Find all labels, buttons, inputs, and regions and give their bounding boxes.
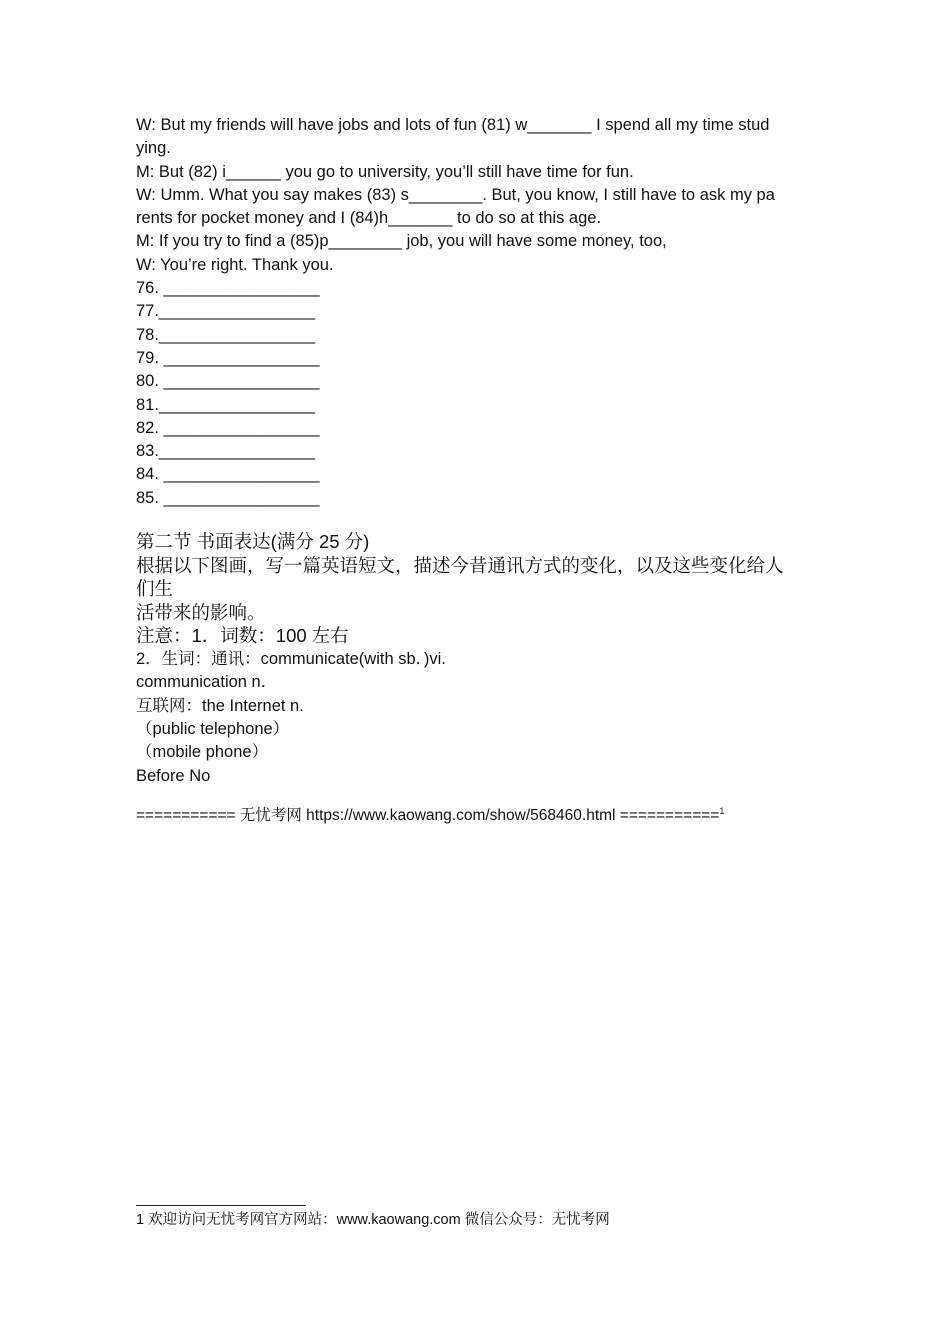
note-line: 注意：1．词数：100 左右 xyxy=(136,625,349,647)
note-line: 互联网：the Internet n. xyxy=(136,696,304,715)
answer-line-79: 79. _________________ xyxy=(136,348,320,367)
instruction-line: 根据以下图画，写一篇英语短文，描述今昔通讯方式的变化，以及这些变化给人 xyxy=(136,554,784,576)
dialogue-line: W: But my friends will have jobs and lots of fun (81) w_______ I spend all my time stud xyxy=(136,116,770,134)
page-content xyxy=(136,114,826,827)
dialogue-block xyxy=(136,114,826,277)
answer-line-83: 83._________________ xyxy=(136,442,315,461)
dialogue-line: rents for pocket money and I (84)h_______ to do so at this age. xyxy=(136,209,602,228)
footnote-separator xyxy=(136,1205,306,1206)
note-line: 2．生词：通讯：communicate(with sb．)vi. xyxy=(136,650,446,669)
footnote: 1 欢迎访问无忧考网官方网站：www.kaowang.com 微信公众号：无忧考网 xyxy=(136,1212,610,1228)
dialogue-line: W: Umm. What you say makes (83) s________. But, you know, I still have to ask my pa xyxy=(136,185,775,204)
footnote-reference[interactable]: 1 xyxy=(719,805,725,816)
section-spacer xyxy=(136,510,826,530)
dialogue-line: M: But (82) i______ you go to university, you’ll still have time for fun. xyxy=(136,162,634,181)
instruction-line: 们生 xyxy=(136,578,174,600)
writing-section xyxy=(136,530,826,788)
answer-line-84: 84. _________________ xyxy=(136,465,320,484)
dialogue-line: M: If you try to find a (85)p________ job, you will have some money, too, xyxy=(136,232,667,251)
source-text: =========== 无忧考网 https://www.kaowang.com/show/568460.html =========== xyxy=(136,806,720,824)
note-line: （public telephone） xyxy=(136,719,290,738)
answer-line-85: 85. _________________ xyxy=(136,488,320,507)
source-line xyxy=(136,805,826,827)
section-heading: 第二节 书面表达(满分 25 分) xyxy=(136,531,370,553)
dialogue-line: W: You’re right. Thank you. xyxy=(136,255,334,274)
answer-line-81: 81._________________ xyxy=(136,395,315,414)
answer-line-78: 78._________________ xyxy=(136,325,315,344)
note-line: communication n． xyxy=(136,673,278,692)
note-line: （mobile phone） xyxy=(136,743,269,762)
answer-line-80: 80. _________________ xyxy=(136,372,320,391)
answer-lines xyxy=(136,277,826,510)
answer-line-77: 77._________________ xyxy=(136,302,315,321)
note-line: Before No xyxy=(136,766,211,785)
answer-line-76: 76. _________________ xyxy=(136,279,320,298)
instruction-line: 活带来的影响。 xyxy=(136,601,266,623)
answer-line-82: 82. _________________ xyxy=(136,418,320,437)
dialogue-line: ying. xyxy=(136,139,171,158)
